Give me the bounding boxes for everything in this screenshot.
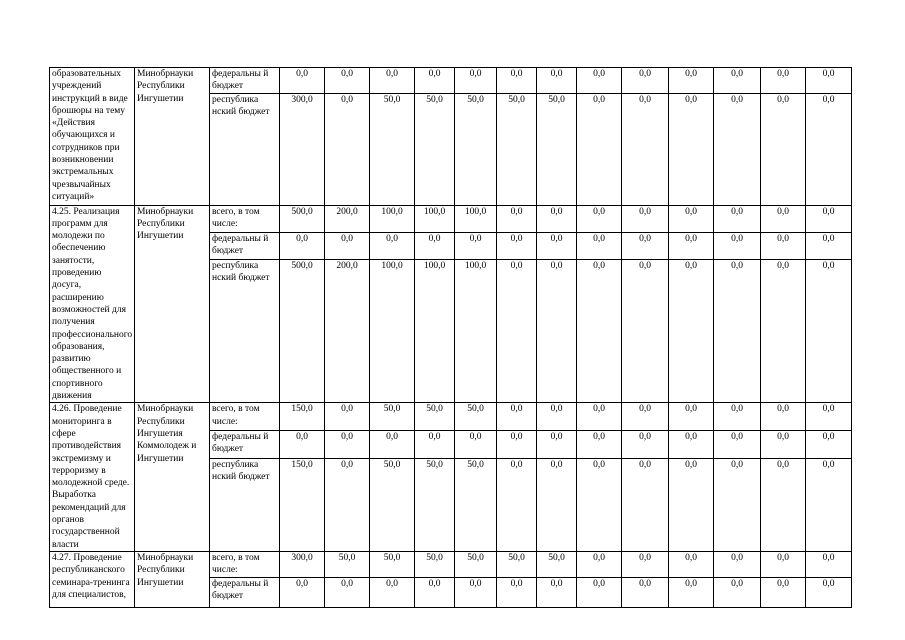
executor-cell: Минобрнауки Республики Ингушетия Коммолодеж и Ингушетии — [135, 403, 210, 552]
amount-cell: 50,0 — [455, 403, 497, 431]
amount-cell: 0,0 — [669, 551, 714, 577]
amount-cell: 50,0 — [370, 403, 415, 431]
amount-cell: 50,0 — [415, 458, 455, 551]
amount-cell: 150,0 — [280, 403, 325, 431]
amount-cell: 0,0 — [455, 577, 497, 607]
amount-cell: 0,0 — [669, 259, 714, 403]
amount-cell: 0,0 — [497, 458, 537, 551]
amount-cell: 0,0 — [622, 68, 669, 94]
amount-cell: 0,0 — [577, 577, 622, 607]
amount-cell: 0,0 — [669, 403, 714, 431]
amount-cell: 0,0 — [577, 93, 622, 205]
amount-cell: 0,0 — [622, 577, 669, 607]
amount-cell: 0,0 — [497, 205, 537, 232]
amount-cell: 0,0 — [325, 93, 370, 205]
amount-cell: 0,0 — [761, 458, 806, 551]
funding-source: всего, в том числе: — [210, 205, 280, 232]
amount-cell: 0,0 — [455, 431, 497, 459]
amount-cell: 100,0 — [415, 205, 455, 232]
activity-description: образовательных учреждений инструкций в виде брошюры на тему «Действия обучающихся и сотрудников при возникновении экстремальных чрезвычайных ситуаций» — [50, 68, 135, 206]
amount-cell: 500,0 — [280, 259, 325, 403]
amount-cell: 0,0 — [761, 259, 806, 403]
amount-cell: 0,0 — [761, 205, 806, 232]
amount-cell: 50,0 — [325, 551, 370, 577]
amount-cell: 0,0 — [714, 259, 761, 403]
amount-cell: 0,0 — [761, 403, 806, 431]
amount-cell: 0,0 — [497, 259, 537, 403]
amount-cell: 50,0 — [370, 551, 415, 577]
table-row — [50, 68, 852, 94]
amount-cell: 0,0 — [622, 458, 669, 551]
funding-source: республика нский бюджет — [210, 259, 280, 403]
amount-cell: 0,0 — [577, 403, 622, 431]
amount-cell: 0,0 — [669, 577, 714, 607]
amount-cell: 50,0 — [370, 93, 415, 205]
amount-cell: 100,0 — [370, 205, 415, 232]
amount-cell: 50,0 — [497, 551, 537, 577]
amount-cell: 0,0 — [669, 68, 714, 94]
amount-cell: 0,0 — [806, 93, 852, 205]
amount-cell: 0,0 — [622, 259, 669, 403]
amount-cell: 0,0 — [537, 458, 577, 551]
amount-cell: 0,0 — [806, 259, 852, 403]
amount-cell: 50,0 — [415, 403, 455, 431]
amount-cell: 0,0 — [577, 205, 622, 232]
amount-cell: 0,0 — [622, 551, 669, 577]
amount-cell: 50,0 — [415, 93, 455, 205]
amount-cell: 100,0 — [370, 259, 415, 403]
amount-cell: 0,0 — [714, 431, 761, 459]
funding-source: федеральны й бюджет — [210, 232, 280, 259]
amount-cell: 0,0 — [280, 68, 325, 94]
executor-cell: Минобрнауки Республики Ингушетии — [135, 68, 210, 206]
funding-source: всего, в том числе: — [210, 551, 280, 577]
amount-cell: 200,0 — [325, 205, 370, 232]
funding-source: федеральны й бюджет — [210, 68, 280, 94]
amount-cell: 0,0 — [370, 577, 415, 607]
amount-cell: 0,0 — [806, 458, 852, 551]
amount-cell: 0,0 — [761, 551, 806, 577]
amount-cell: 150,0 — [280, 458, 325, 551]
amount-cell: 0,0 — [455, 232, 497, 259]
amount-cell: 0,0 — [714, 205, 761, 232]
amount-cell: 0,0 — [537, 232, 577, 259]
amount-cell: 0,0 — [806, 403, 852, 431]
amount-cell: 0,0 — [761, 232, 806, 259]
amount-cell: 0,0 — [370, 232, 415, 259]
amount-cell: 0,0 — [806, 577, 852, 607]
table-row — [50, 551, 852, 577]
amount-cell: 0,0 — [577, 68, 622, 94]
amount-cell: 0,0 — [714, 403, 761, 431]
funding-source: федеральны й бюджет — [210, 431, 280, 459]
funding-source: федеральны й бюджет — [210, 577, 280, 607]
amount-cell: 0,0 — [537, 403, 577, 431]
amount-cell: 0,0 — [280, 577, 325, 607]
amount-cell: 0,0 — [714, 232, 761, 259]
amount-cell: 0,0 — [806, 232, 852, 259]
activity-description: 4.26. Проведение мониторинга в сфере противодействия экстремизму и терроризму в молодежной среде. Выработка рекомендаций для органов государственной власти — [50, 403, 135, 552]
funding-source: республика нский бюджет — [210, 93, 280, 205]
amount-cell: 100,0 — [455, 205, 497, 232]
amount-cell: 0,0 — [325, 232, 370, 259]
amount-cell: 0,0 — [537, 68, 577, 94]
amount-cell: 0,0 — [806, 205, 852, 232]
amount-cell: 50,0 — [455, 93, 497, 205]
amount-cell: 0,0 — [537, 577, 577, 607]
funding-source: республика нский бюджет — [210, 458, 280, 551]
amount-cell: 0,0 — [761, 577, 806, 607]
amount-cell: 0,0 — [669, 431, 714, 459]
amount-cell: 0,0 — [622, 93, 669, 205]
amount-cell: 500,0 — [280, 205, 325, 232]
amount-cell: 0,0 — [497, 403, 537, 431]
amount-cell: 0,0 — [415, 577, 455, 607]
amount-cell: 0,0 — [497, 431, 537, 459]
amount-cell: 0,0 — [537, 259, 577, 403]
amount-cell: 0,0 — [325, 431, 370, 459]
amount-cell: 300,0 — [280, 93, 325, 205]
amount-cell: 0,0 — [714, 458, 761, 551]
amount-cell: 0,0 — [325, 403, 370, 431]
amount-cell: 0,0 — [669, 205, 714, 232]
amount-cell: 0,0 — [537, 205, 577, 232]
amount-cell: 50,0 — [370, 458, 415, 551]
amount-cell: 0,0 — [537, 431, 577, 459]
amount-cell: 0,0 — [714, 93, 761, 205]
amount-cell: 0,0 — [761, 93, 806, 205]
amount-cell: 50,0 — [497, 93, 537, 205]
amount-cell: 0,0 — [415, 68, 455, 94]
activity-description: 4.27. Проведение республиканского семинара-тренинга для специалистов, — [50, 551, 135, 607]
amount-cell: 0,0 — [497, 68, 537, 94]
amount-cell: 0,0 — [622, 431, 669, 459]
amount-cell: 50,0 — [537, 93, 577, 205]
amount-cell: 0,0 — [622, 403, 669, 431]
amount-cell: 0,0 — [622, 232, 669, 259]
amount-cell: 0,0 — [669, 93, 714, 205]
amount-cell: 100,0 — [455, 259, 497, 403]
amount-cell: 0,0 — [497, 232, 537, 259]
funding-source: всего, в том числе: — [210, 403, 280, 431]
amount-cell: 300,0 — [280, 551, 325, 577]
amount-cell: 0,0 — [806, 551, 852, 577]
amount-cell: 0,0 — [280, 431, 325, 459]
amount-cell: 0,0 — [325, 458, 370, 551]
amount-cell: 0,0 — [280, 232, 325, 259]
amount-cell: 0,0 — [577, 458, 622, 551]
amount-cell: 0,0 — [669, 232, 714, 259]
amount-cell: 50,0 — [455, 551, 497, 577]
executor-cell: Минобрнауки Республики Ингушетии — [135, 205, 210, 403]
amount-cell: 0,0 — [761, 68, 806, 94]
amount-cell: 100,0 — [415, 259, 455, 403]
amount-cell: 50,0 — [415, 551, 455, 577]
amount-cell: 0,0 — [761, 431, 806, 459]
amount-cell: 200,0 — [325, 259, 370, 403]
amount-cell: 50,0 — [537, 551, 577, 577]
amount-cell: 0,0 — [714, 577, 761, 607]
amount-cell: 0,0 — [669, 458, 714, 551]
amount-cell: 0,0 — [370, 68, 415, 94]
table-body — [50, 68, 852, 608]
amount-cell: 0,0 — [455, 68, 497, 94]
amount-cell: 0,0 — [714, 551, 761, 577]
budget-table — [49, 67, 852, 608]
amount-cell: 0,0 — [577, 551, 622, 577]
amount-cell: 0,0 — [577, 259, 622, 403]
amount-cell: 0,0 — [806, 431, 852, 459]
amount-cell: 50,0 — [455, 458, 497, 551]
table-row — [50, 403, 852, 431]
amount-cell: 0,0 — [325, 68, 370, 94]
amount-cell: 0,0 — [714, 68, 761, 94]
amount-cell: 0,0 — [622, 205, 669, 232]
amount-cell: 0,0 — [415, 232, 455, 259]
executor-cell: Минобрнауки Республики Ингушетии — [135, 551, 210, 607]
amount-cell: 0,0 — [497, 577, 537, 607]
table-row — [50, 205, 852, 232]
activity-description: 4.25. Реализация программ для молодежи по обеспечению занятости, проведению досуга, расширению возможностей для получения профессионального образования, развитию общественного и спортивного движения — [50, 205, 135, 403]
amount-cell: 0,0 — [577, 431, 622, 459]
amount-cell: 0,0 — [806, 68, 852, 94]
amount-cell: 0,0 — [325, 577, 370, 607]
amount-cell: 0,0 — [370, 431, 415, 459]
amount-cell: 0,0 — [577, 232, 622, 259]
amount-cell: 0,0 — [415, 431, 455, 459]
